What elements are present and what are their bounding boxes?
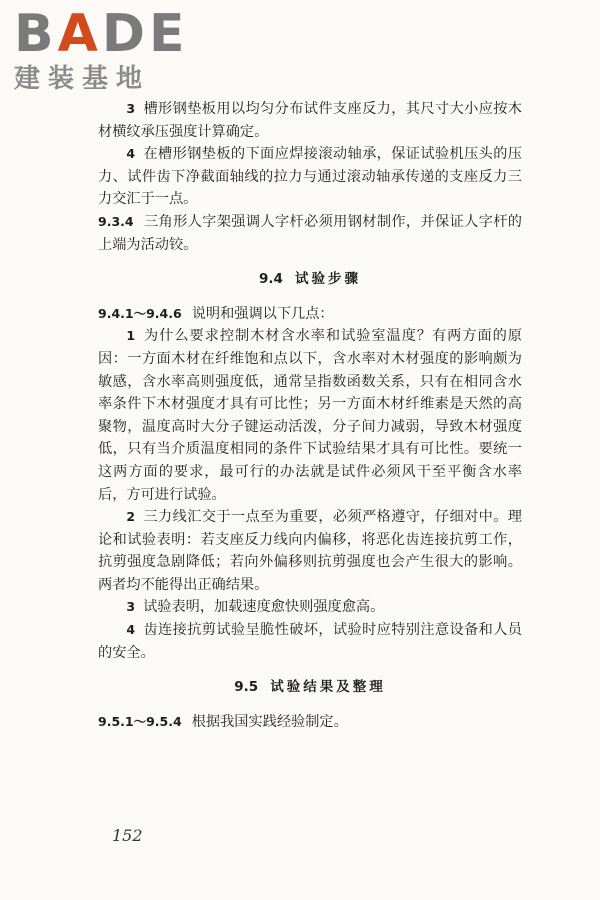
item-number: 4: [126, 622, 136, 638]
paragraph-9-4-item-4: [98, 619, 522, 664]
logo-subtitle: 建装基地: [14, 64, 151, 94]
clause-code: 9.4.1～9.4.6: [98, 305, 182, 321]
clause-code: 9.3.4: [98, 213, 134, 229]
section-title: 试验结果及整理: [270, 679, 386, 696]
clause-code: 9.5.1～9.5.4: [98, 713, 182, 729]
paragraph-9-3-3-item-4: [98, 143, 522, 211]
paragraph-text: 在槽形钢垫板的下面应焊接滚动轴承，保证试验机压头的压力、试件齿下净截面轴线的拉力与通过滚动轴承传递的支座反力三力交汇于一点。: [98, 146, 522, 208]
section-heading-9-4: [98, 268, 522, 291]
paragraph-text: 为什么要求控制木材含水率和试验室温度？有两方面的原因：一方面木材在纤维饱和点以下，含水率对木材强度的影响颇为敏感，含水率高则强度低，通常呈指数函数关系，只有在相同含水率条件下木材强度才具有可比性；另一方面木材纤维素是天然的高聚物，温度高时大分子键运动活泼，分子间力减弱，导致木材强度低，只有当介质温度相同的条件下试验结果才具有可比性。要统一这两方面的要求，最可行的办法就是试件必须风干至平衡含水率后，方可进行试验。: [98, 328, 522, 503]
item-number: 3: [126, 599, 136, 615]
clause-text: 三角形人字架强调人字杆必须用钢材制作，并保证人字杆的上端为活动铰。: [98, 213, 522, 253]
paragraph-9-4-item-3: [98, 596, 522, 619]
paragraph-9-4-item-1: [98, 325, 522, 506]
paragraph-9-4-item-2: [98, 506, 522, 596]
clause-text: 根据我国实践经验制定。: [191, 713, 348, 730]
document-body: [98, 98, 522, 733]
item-number: 2: [126, 509, 136, 525]
clause-text: 说明和强调以下几点：: [191, 305, 334, 322]
clause-9-4-1: [98, 303, 522, 326]
logo-letters-de: DE: [101, 4, 189, 64]
clause-9-5-1: [98, 711, 522, 734]
item-number: 1: [126, 328, 136, 344]
paragraph-text: 槽形钢垫板用以均匀分布试件支座反力，其尺寸大小应按木材横纹承压强度计算确定。: [98, 101, 522, 140]
paragraph-9-3-3-item-3: [98, 98, 522, 143]
section-number: 9.5: [234, 679, 259, 696]
section-heading-9-5: [98, 676, 522, 699]
logo-wordmark: [14, 4, 189, 64]
page-number: 152: [112, 826, 143, 845]
paragraph-text: 齿连接抗剪试验呈脆性破坏，试验时应特别注意设备和人员的安全。: [98, 622, 522, 661]
paragraph-text: 试验表明，加载速度愈快则强度愈高。: [143, 599, 385, 616]
section-number: 9.4: [259, 271, 283, 288]
section-title: 试验步骤: [294, 271, 361, 288]
brand-logo: [14, 4, 189, 96]
paragraph-text: 三力线汇交于一点至为重要，必须严格遵守，仔细对中。理论和试验表明：若支座反力线向内偏移，将恶化齿连接抗剪工作，抗剪强度急剧降低；若向外偏移则抗剪强度也会产生很大的影响。两者均不能得出正确结果。: [98, 509, 522, 593]
clause-9-3-4: [98, 211, 522, 256]
logo-letter-b: B: [14, 4, 58, 64]
item-number: 3: [126, 101, 136, 116]
item-number: 4: [126, 146, 136, 162]
logo-letter-a: A: [57, 4, 102, 64]
